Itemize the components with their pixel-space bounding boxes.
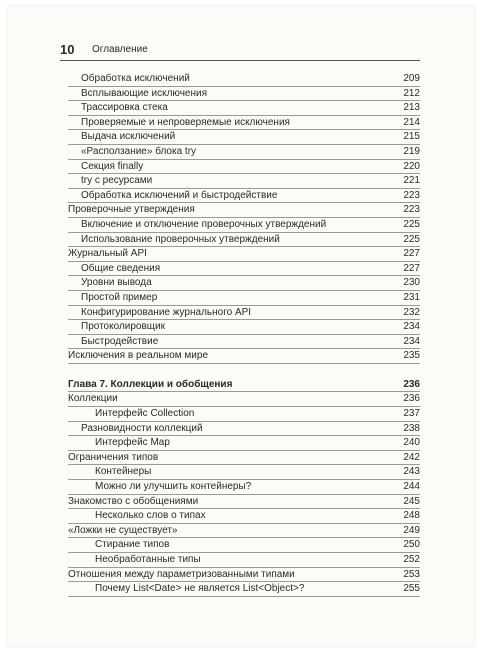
toc-chapter-page: 236 xyxy=(403,378,420,390)
toc-entry-title: Отношения между параметризованными типами xyxy=(68,568,295,580)
toc-entry-title: Несколько слов о типах xyxy=(95,510,206,522)
toc-entry-title: Стирание типов xyxy=(95,539,170,551)
toc-entry-page: 249 xyxy=(403,524,420,536)
toc-entry-page: 212 xyxy=(403,87,420,99)
toc-entry-page: 220 xyxy=(403,160,420,172)
toc-entry xyxy=(68,160,420,175)
toc-entry-page: 250 xyxy=(403,539,420,551)
toc-entry-title: Секция finally xyxy=(81,160,144,172)
toc-entry xyxy=(68,233,420,248)
toc-entry-page: 238 xyxy=(403,422,420,434)
toc-entry xyxy=(68,495,420,510)
toc-entry-page: 235 xyxy=(403,350,420,362)
toc-entry-page: 230 xyxy=(403,277,420,289)
running-header xyxy=(60,42,420,61)
toc-entry-title: Простой пример xyxy=(81,291,158,303)
toc-entry-title: Почему List<Date> не является List<Object>? xyxy=(95,583,305,595)
toc-entry-page: 243 xyxy=(403,466,420,478)
toc-entry-title: Использование проверочных утверждений xyxy=(81,233,280,245)
toc-entry-title: Включение и отключение проверочных утверждений xyxy=(81,218,327,230)
toc-entry-title: Разновидности коллекций xyxy=(81,422,203,434)
toc-entry-title: Конфигурирование журнального API xyxy=(81,306,252,318)
toc-entry-title: «Ложки не существует» xyxy=(68,524,178,536)
toc-chapter-title: Глава 7. Коллекции и обобщения xyxy=(68,378,233,390)
toc-chapter-entry xyxy=(68,378,420,393)
toc-entry xyxy=(68,262,420,277)
toc-entry-title: Протоколировщик xyxy=(81,321,165,333)
toc-entry xyxy=(68,465,420,480)
toc-entry xyxy=(68,524,420,539)
toc-entry xyxy=(68,568,420,583)
toc-entry-page: 225 xyxy=(403,218,420,230)
toc-entry-title: Можно ли улучшить контейнеры? xyxy=(95,481,252,493)
toc-entry xyxy=(68,291,420,306)
toc-entry-page: 215 xyxy=(403,131,420,143)
chapter-gap xyxy=(68,364,420,378)
toc-entry-title: Необработанные типы xyxy=(95,554,201,565)
toc-entry xyxy=(68,451,420,466)
page-number: 10 xyxy=(60,42,75,57)
toc-entry-page: 225 xyxy=(403,233,420,245)
toc-entry-title: Общие сведения xyxy=(81,262,161,274)
toc-entry-page: 227 xyxy=(403,248,420,260)
toc-entry-title: Обработка исключений и быстродействие xyxy=(81,189,278,201)
table-of-contents xyxy=(68,72,420,597)
toc-entry-page: 234 xyxy=(403,321,420,333)
toc-entry-page: 214 xyxy=(403,116,420,128)
toc-entry-title: Журнальный API xyxy=(68,248,147,260)
toc-entry xyxy=(68,335,420,350)
toc-entry-title: Всплывающие исключения xyxy=(81,87,208,99)
toc-entry xyxy=(68,392,420,407)
toc-entry xyxy=(68,276,420,291)
toc-entry-title: Знакомство с обобщениями xyxy=(68,495,199,507)
toc-entry xyxy=(68,349,420,364)
toc-entry-page: 221 xyxy=(403,175,420,187)
toc-entry-title: Проверяемые и непроверяемые исключения xyxy=(81,116,290,128)
toc-entry xyxy=(68,247,420,262)
toc-entry xyxy=(68,101,420,116)
toc-entry xyxy=(68,320,420,335)
toc-entry-page: 236 xyxy=(403,393,420,405)
toc-entry-page: 245 xyxy=(403,495,420,507)
toc-entry xyxy=(68,553,420,568)
toc-entry-title: Исключения в реальном мире xyxy=(68,350,209,362)
book-page xyxy=(8,6,474,646)
toc-entry-title: Быстродействие xyxy=(81,335,159,347)
toc-entry-title: Интерфейс Map xyxy=(95,437,170,449)
toc-entry-title: try с ресурсами xyxy=(81,175,153,187)
toc-entry xyxy=(68,116,420,131)
toc-entry-page: 255 xyxy=(403,583,420,595)
toc-entry xyxy=(68,203,420,218)
toc-entry-title: Контейнеры xyxy=(95,466,152,478)
toc-entry xyxy=(68,582,420,597)
toc-entry xyxy=(68,407,420,422)
toc-entry xyxy=(68,189,420,204)
toc-entry-page: 223 xyxy=(403,189,420,201)
toc-entry-page: 232 xyxy=(403,306,420,318)
toc-entry-title: Проверочные утверждения xyxy=(68,204,195,216)
toc-entry-page: 213 xyxy=(403,102,420,114)
toc-entry-title: Обработка исключений xyxy=(81,73,190,84)
toc-entry-page: 242 xyxy=(403,451,420,463)
toc-entry-page: 227 xyxy=(403,262,420,274)
toc-entry-title: Коллекции xyxy=(68,393,118,405)
toc-entry xyxy=(68,174,420,189)
toc-entry-page: 252 xyxy=(403,554,420,565)
toc-entry-title: Выдача исключений xyxy=(81,131,176,143)
toc-entry xyxy=(68,436,420,451)
toc-entry-title: «Расползание» блока try xyxy=(81,145,197,157)
toc-entry xyxy=(68,145,420,160)
toc-entry xyxy=(68,538,420,553)
toc-entry-page: 234 xyxy=(403,335,420,347)
toc-entry-title: Интерфейс Collection xyxy=(95,408,195,420)
toc-entry-page: 237 xyxy=(403,408,420,420)
toc-entry-title: Ограничения типов xyxy=(68,451,159,463)
toc-entry-page: 219 xyxy=(403,145,420,157)
header-section-title: Оглавление xyxy=(92,44,148,55)
toc-entry-page: 253 xyxy=(403,568,420,580)
toc-entry xyxy=(68,218,420,233)
toc-entry-page: 231 xyxy=(403,291,420,303)
toc-entry-page: 248 xyxy=(403,510,420,522)
toc-entry xyxy=(68,306,420,321)
toc-entry xyxy=(68,509,420,524)
toc-entry xyxy=(68,72,420,87)
toc-entry xyxy=(68,87,420,102)
toc-entry xyxy=(68,422,420,437)
toc-entry-title: Уровни вывода xyxy=(81,277,152,289)
toc-entry xyxy=(68,130,420,145)
toc-entry xyxy=(68,480,420,495)
toc-entry-page: 240 xyxy=(403,437,420,449)
toc-entry-page: 244 xyxy=(403,481,420,493)
toc-entry-page: 223 xyxy=(403,204,420,216)
toc-entry-title: Трассировка стека xyxy=(81,102,168,114)
toc-entry-page: 209 xyxy=(403,73,420,84)
